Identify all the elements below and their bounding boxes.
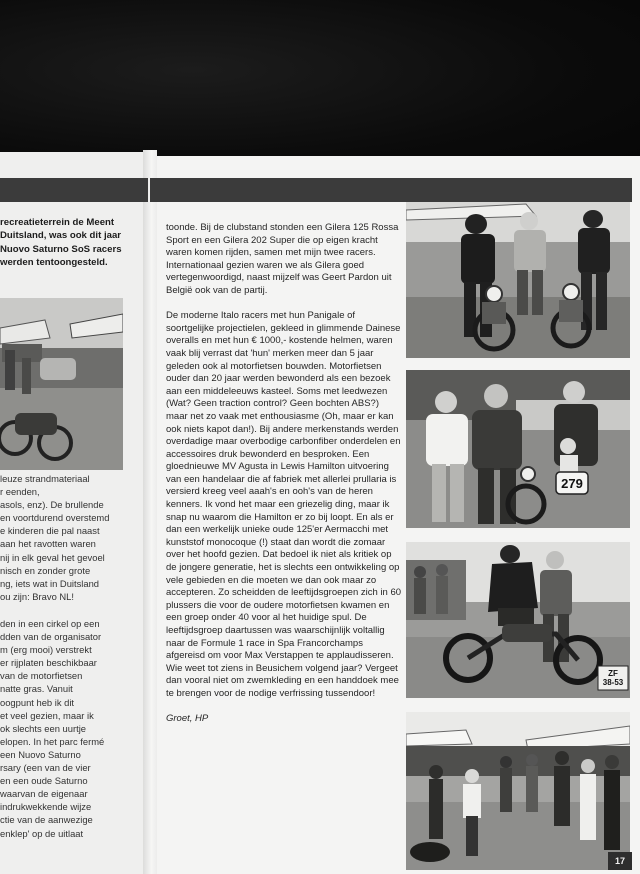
page-gutter <box>143 150 157 874</box>
text-line: en een oude Saturno <box>0 775 88 787</box>
text-line: asols, enz). De brullende <box>0 499 104 511</box>
left-paragraph-1 <box>0 472 124 603</box>
intro-line: Nuovo Saturno SoS racers <box>0 243 122 255</box>
article-paragraph: toonde. Bij de clubstand stonden een Gilera 125 Rossa Sport en een Gilera 202 Super die op eigen kracht waren komen rijden, samen met mijn twee racers. Internationaal gezien waren we als Gilera goed vertegenwoordigd, naast mijzelf was Geert Pardon uit België ook van de partij. <box>166 222 399 296</box>
text-line: van de motorfietsen <box>0 670 83 682</box>
text-line: nij in elk geval het gevoel <box>0 551 105 563</box>
text-line: leuze strandmateriaal <box>0 473 90 484</box>
text-line: rsary (een van de vier <box>0 762 91 774</box>
intro-bold-text <box>0 216 124 270</box>
text-line: ok slechts een uurtje <box>0 722 86 734</box>
photo-rider-on-bike <box>406 542 630 698</box>
text-line: waarvan de eigenaar <box>0 788 88 800</box>
race-number-plate: 279 <box>561 476 583 491</box>
photo-men-with-race-bike <box>406 370 630 528</box>
text-line: ng, iets wat in Duitsland <box>0 577 100 589</box>
text-line: m (erg mooi) verstrekt <box>0 644 92 656</box>
text-line: nisch en zonder grote <box>0 564 91 576</box>
page-number: 17 <box>608 852 632 870</box>
text-line: natte gras. Vanuit <box>0 683 73 695</box>
intro-line: werden tentoongesteld. <box>0 257 108 269</box>
text-line: indrukwekkende wijze <box>0 801 92 813</box>
text-line: et veel gezien, maar ik <box>0 709 94 721</box>
text-line: ou zijn: Bravo NL! <box>0 590 74 602</box>
text-line: oogpunt heb ik dit <box>0 696 75 708</box>
text-line: elopen. In het parc fermé <box>0 735 105 747</box>
text-line: r eenden, <box>0 486 40 498</box>
text-line: den in een cirkel op een <box>0 618 100 629</box>
intro-line: Duitsland, was ook dit jaar <box>0 230 122 242</box>
text-line: dden van de organisator <box>0 631 102 643</box>
photo-riders-with-bikes <box>406 202 630 358</box>
left-paragraph-2 <box>0 617 124 840</box>
text-line: ctie van de aanwezige <box>0 814 93 826</box>
article-body <box>166 222 402 738</box>
text-line: enklep' op de uitlaat <box>0 827 84 839</box>
intro-line: recreatieterrein de Meent <box>0 217 115 228</box>
license-plate: ZF 38-53 <box>602 669 624 687</box>
photo-event-crowd <box>406 712 630 870</box>
header-band-right <box>150 178 632 202</box>
article-paragraph: De moderne Italo racers met hun Panigale of soortgelijke projectielen, gekleed in glimmende Dainese overalls en met hun € 1000,- kostende helmen, waren vaak blij verrast dat 'hun' merken meer dan 5 jaar geleden ook al motorfietsen bouwden. Motorfietsen ouder dan 20 jaar werden bewonderd als een bezoek aan een middeleeuws kasteel. Soms met leedwezen (Wat? Geen traction control? Geen bochten ABS?) maar net zo vaak met enthousiasme (Oh, maar er kan ook niets kapot dan!). Bij andere merkenstands werden overdadige maar overbodige carbonfiber onderdelen en accessoires druk bewonderd en besproken. Een gloednieuwe MV Agusta in Lewis Hamilton uitvoering van een handelaar die af fabriek met allerlei prullaria is versierd kreeg veel aaah's en ooh's van de heren kenners. Ik vond het maar een griezelig ding, maar ik snap nu waarom die Hamilton er zo bij loopt. En als er dan een werkelijk unieke oude 125'er Aermacchi met kunststof monocoque (!) staat dan wordt die zomaar over het hoofd gezien. Dat bedoel ik niet als kritiek op de jongere generatie, het is slechts een ontwikkeling op vele gebieden en die moeten we dan ook maar zo accepteren. Zo scheidden de leeftijdsgroepen zich in 60 plussers die voor de oudere motorfietsen kwamen en een groep onder 40 voor al het huidige spul. De leeftijdsgroep daartussen was waarschijnlijk voltallig naar de Formule 1 race in Spa Francorchamps afgereisd om voor Max Verstappen te applaudisseren. Wie weet tot ziens in Beusichem volgend jaar? Vergeet dan vooral niet om zwemkleding en een handdoek mee te brengen voor de nodige verfrissing tussendoor! <box>166 310 402 699</box>
text-line: en voortdurend overstemd <box>0 512 110 524</box>
text-line: aan het ravotten waren <box>0 538 96 550</box>
text-line: e kinderen die pal naast <box>0 525 100 537</box>
left-photo-stands <box>0 298 123 470</box>
scan-background <box>0 0 640 175</box>
header-band-left <box>0 178 148 202</box>
text-line: een Nuovo Saturno <box>0 748 81 760</box>
text-line: er rijplaten beschikbaar <box>0 657 97 669</box>
signoff: Groet, HP <box>166 713 209 725</box>
